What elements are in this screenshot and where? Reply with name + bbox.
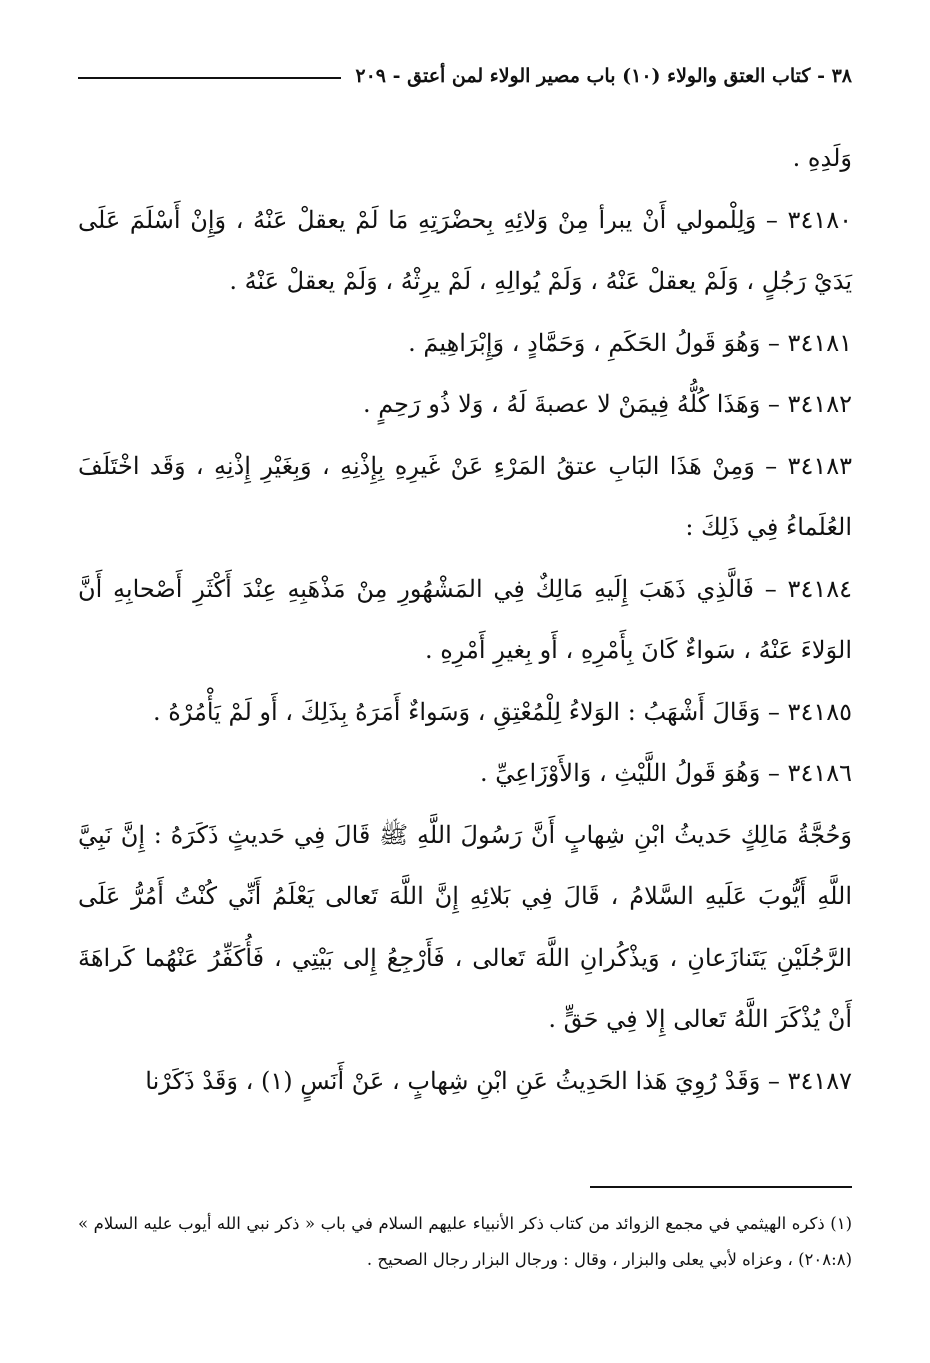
paragraph-number: ٣٤١٨٥ (787, 697, 852, 726)
footnote: (١) ذكره الهيثمي في مجمع الزوائد من كتاب ذكر الأنبياء عليهم السلام في باب « ذكر نبي الله أيوب عليه السلام » (٢٠٨:٨) ، وعزاه لأبي يعلى والبزار ، وقال : ورجال البزار رجال الصحيح . (78, 1214, 852, 1269)
paragraph-text: وَحُجَّةُ مَالِكٍ حَديثُ ابْنِ شِهابٍ أَنَّ رَسُولَ اللَّهِ ﷺ قَالَ فِي حَديثٍ ذَكَرَهُ : إِنَّ نَبِيَّ اللَّهِ أَيُّوبَ عَلَيهِ السَّلامُ ، قَالَ فِي بَلائِهِ إِنَّ اللَّهَ تَعالى يَعْلَمُ أَنِّي كُنْتُ أَمُرُّ عَلَى الرَّجُلَيْنِ يَتَنازَعانِ ، وَيذْكُرانِ اللَّهَ تَعالى ، فَأَرْجِعُ إِلى بَيْتِي ، فَأُكَفِّرُ عَنْهُما كَراهَةَ أَنْ يُذْكَرَ اللَّهُ تَعالى إِلا فِي حَقٍّ . (78, 820, 852, 1033)
paragraph-number: ٣٤١٨٧ (787, 1066, 852, 1095)
running-header (78, 56, 852, 96)
paragraph-text: – وَهُوَ قَولُ الحَكَمِ ، وَحَمَّادٍ ، وَإِبْرَاهِيمَ . (408, 328, 788, 357)
paragraph-number: ٣٤١٨٤ (787, 574, 852, 603)
main-text (78, 128, 852, 1112)
paragraph-number: ٣٤١٨٢ (787, 390, 852, 418)
header-title: ٣٨ - كتاب العتق والولاء (١٠) باب مصير الولاء لمن أعتق - ٢٠٩ (355, 65, 852, 87)
paragraph-text: – وَمِنْ هَذَا البَابِ عتقُ المَرْءِ عَنْ غَيرِهِ بِإِذْنِهِ ، وَبِغَيْرِ إِذْنِهِ ، وَقَد اخْتَلَفَ العُلَماءُ فِي ذَلِكَ : (78, 451, 852, 541)
paragraph-34184 (78, 559, 852, 682)
paragraph-malik-argument (78, 805, 852, 1051)
paragraph-34185 (78, 682, 852, 744)
paragraph-text: – وَلِلْمولي أَنْ يبرأ مِنْ وَلائِهِ بِحضْرَتِهِ مَا لَمْ يعقلْ عَنْهُ ، وَإِنْ أَسْلَمَ عَلَى يَدَيْ رَجُلٍ ، وَلَمْ يعقلْ عَنْهُ ، وَلَمْ يُوالِهِ ، لَمْ يرِثْهُ ، وَلَمْ يعقلْ عَنْهُ . (78, 205, 852, 295)
paragraph-number: ٣٤١٨٣ (787, 451, 852, 480)
paragraph-34182 (78, 374, 852, 436)
header-rule (78, 77, 341, 79)
paragraph-34181 (78, 313, 852, 375)
paragraph-text: – وَهُوَ قَولُ اللَّيْثِ ، وَالأَوْزَاعِيِّ . (479, 759, 788, 787)
paragraph-number: ٣٤١٨٦ (787, 759, 852, 787)
paragraph-text: – وَقَدْ رُوِيَ هَذا الحَدِيثُ عَنِ ابْنِ شِهابٍ ، عَنْ أَنَسٍ (١) ، وَقَدْ ذَكَرْنا (145, 1066, 788, 1095)
paragraph-34180 (78, 190, 852, 313)
footnote-separator (590, 1186, 852, 1188)
paragraph-34187 (78, 1051, 852, 1113)
paragraph-number: ٣٤١٨٠ (787, 205, 852, 234)
paragraph-34183 (78, 436, 852, 559)
paragraph-text: – وَهَذَا كُلُّهُ فِيمَنْ لا عصبةَ لَهُ ، وَلا ذُو رَحِمٍ . (362, 390, 788, 418)
paragraph-text: – وَقَالَ أَشْهَبُ : الوَلاءُ لِلْمُعْتِقِ ، وَسَواءٌ أَمَرَهُ بِذَلِكَ ، أَو لَمْ يَأْمُرْهُ . (152, 697, 788, 726)
paragraph-text: – فَالَّذِي ذَهَبَ إِلَيهِ مَالِكٌ فِي المَشْهُورِ مِنْ مَذْهَبِهِ عِنْدَ أَكْثَرِ أَصْحابِهِ أَنَّ الوَلاءَ عَنْهُ ، سَواءٌ كَانَ بِأَمْرِهِ ، أَو بِغيرِ أَمْرِهِ . (78, 574, 852, 664)
paragraph-continuation: وَلَدِهِ . (792, 144, 852, 172)
paragraph-34186 (78, 743, 852, 805)
paragraph-number: ٣٤١٨١ (787, 328, 852, 357)
